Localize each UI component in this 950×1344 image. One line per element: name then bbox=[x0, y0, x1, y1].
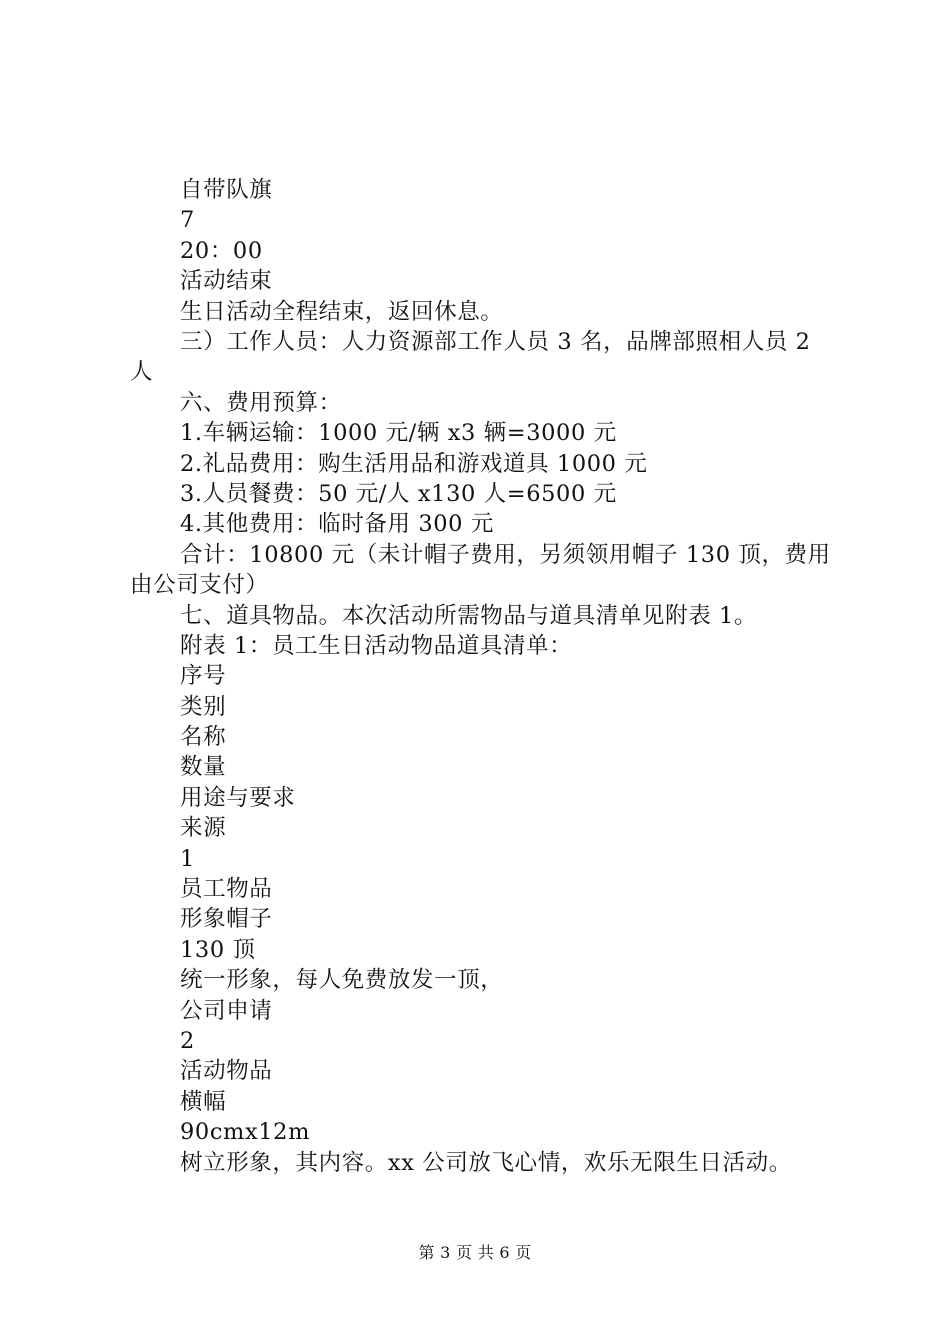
table-cell: 2 bbox=[180, 1028, 195, 1054]
table-header-cell: 来源 bbox=[180, 815, 227, 842]
table-cell: 员工物品 bbox=[180, 876, 273, 903]
table-cell: 统一形象，每人免费放发一顶， bbox=[180, 967, 504, 994]
text-line: 自带队旗 bbox=[180, 177, 273, 203]
text-line: 20：00 bbox=[180, 237, 263, 264]
table-cell: 横幅 bbox=[180, 1088, 227, 1115]
section-heading: 七、道具物品。本次活动所需物品与道具清单见附表 1。 bbox=[180, 602, 758, 629]
table-cell: 90cmx12m bbox=[180, 1119, 311, 1146]
table-cell: 公司申请 bbox=[180, 997, 273, 1024]
text-line: 活动结束 bbox=[180, 268, 273, 295]
text-line: 生日活动全程结束，返回休息。 bbox=[180, 298, 504, 325]
table-header-cell: 用途与要求 bbox=[180, 784, 296, 811]
document-body bbox=[130, 175, 840, 1178]
table-header-cell: 类别 bbox=[180, 693, 227, 720]
budget-total-paragraph: 合计：10800 元（未计帽子费用，另须领用帽子 130 顶，费用由公司支付） bbox=[130, 541, 831, 599]
page-number-footer: 第 3 页 共 6 页 bbox=[418, 1243, 532, 1262]
table-cell: 活动物品 bbox=[180, 1058, 273, 1085]
budget-item: 1.车辆运输：1000 元/辆 x3 辆=3000 元 bbox=[180, 420, 617, 447]
budget-item: 4.其他费用：临时备用 300 元 bbox=[180, 511, 494, 538]
budget-item: 3.人员餐费：50 元/人 x130 人=6500 元 bbox=[180, 480, 617, 507]
table-header-cell: 数量 bbox=[180, 754, 227, 781]
appendix-title: 附表 1：员工生日活动物品道具清单： bbox=[180, 632, 573, 659]
table-header-cell: 名称 bbox=[180, 724, 227, 751]
table-cell: 形象帽子 bbox=[180, 906, 273, 933]
budget-item: 2.礼品费用：购生活用品和游戏道具 1000 元 bbox=[180, 450, 648, 477]
table-cell: 130 顶 bbox=[180, 936, 256, 963]
table-cell: 树立形象，其内容。xx 公司放飞心情，欢乐无限生日活动。 bbox=[180, 1149, 792, 1176]
staff-paragraph: 三）工作人员：人力资源部工作人员 3 名，品牌部照相人员 2 人 bbox=[130, 328, 811, 386]
text-line: 7 bbox=[180, 207, 195, 234]
section-heading: 六、费用预算： bbox=[180, 389, 342, 416]
table-cell: 1 bbox=[180, 845, 195, 872]
table-header-cell: 序号 bbox=[180, 663, 227, 690]
